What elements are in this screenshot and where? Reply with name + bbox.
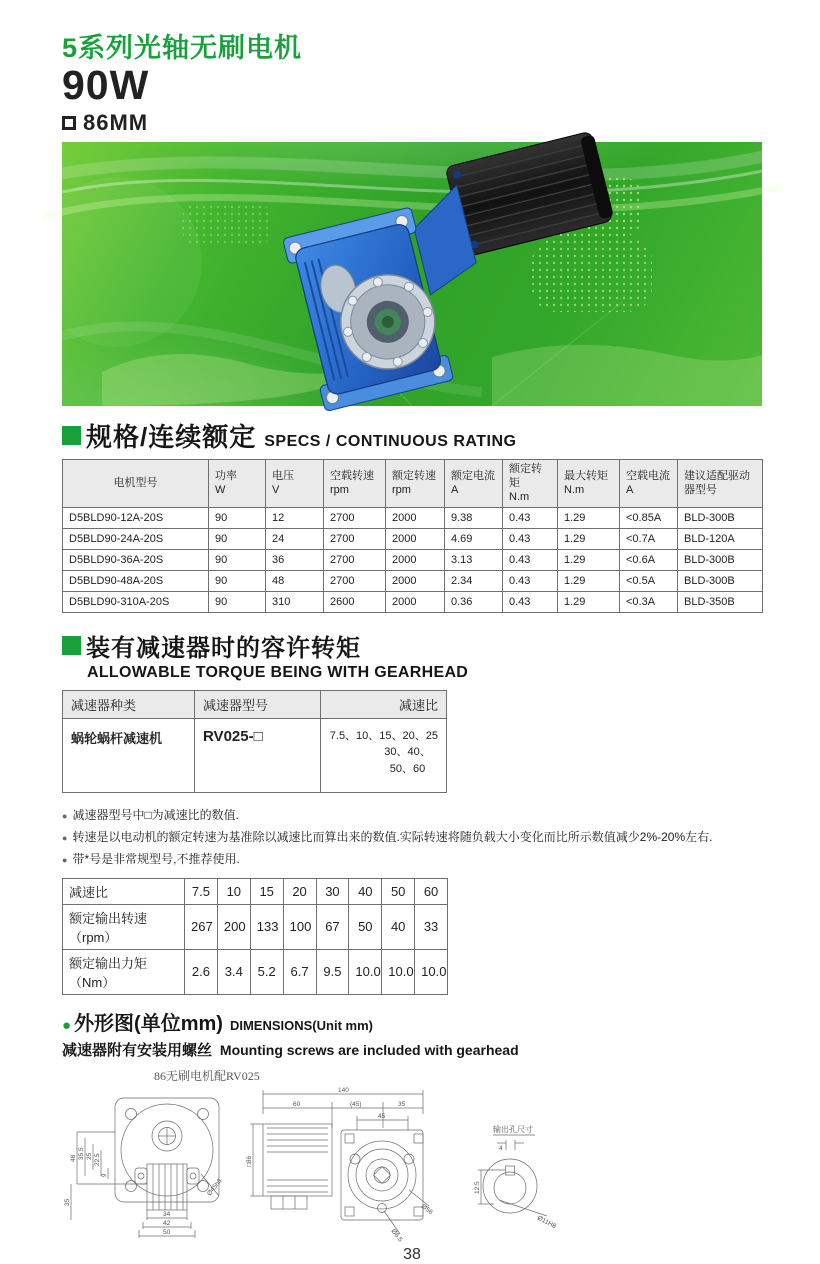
- dimensions-note-en: Mounting screws are included with gearhead: [219, 1041, 519, 1058]
- table-cell: BLD-120A: [678, 528, 763, 549]
- table-cell: <0.85A: [620, 507, 678, 528]
- series-title: 5系列光轴无刷电机: [62, 33, 303, 63]
- header-unit: rpm: [392, 484, 411, 497]
- header-unit: A: [626, 484, 634, 497]
- side-view-drawing: [240, 1084, 450, 1246]
- header-unit: V: [272, 484, 280, 497]
- header-label: 空载转速: [330, 469, 374, 482]
- dimensions-note: [62, 1039, 762, 1060]
- table-cell: 9.38: [445, 507, 503, 528]
- table-cell: 90: [209, 507, 266, 528]
- header-label: 最大转矩: [564, 469, 608, 482]
- section-gearhead-title: [62, 628, 762, 663]
- table-cell: 30: [316, 878, 349, 904]
- table-cell: 0.43: [503, 549, 558, 570]
- header-label: 电压: [272, 469, 294, 482]
- table-cell: 90: [209, 528, 266, 549]
- dim-label: 34: [163, 1210, 171, 1218]
- table-cell: 60: [415, 878, 448, 904]
- page-number: 38: [403, 1245, 421, 1263]
- table-cell: D5BLD90-48A-20S: [63, 570, 209, 591]
- green-dot-icon: ●: [62, 1016, 72, 1034]
- note-item: [62, 850, 762, 867]
- dim-label: 45: [378, 1112, 386, 1120]
- table-cell: 7.5: [185, 878, 218, 904]
- note-item: [62, 806, 762, 823]
- gearhead-table: [62, 690, 447, 793]
- table-cell: BLD-300B: [678, 507, 763, 528]
- header-unit: N.m: [509, 491, 530, 504]
- dimensions-title: [62, 1007, 762, 1036]
- dimensions-title-en: DIMENSIONS(Unit mm): [229, 1017, 373, 1033]
- header-unit: W: [215, 484, 226, 497]
- green-square-icon: [62, 636, 81, 655]
- table-cell: 50: [349, 904, 382, 949]
- dim-label: 12.5: [474, 1181, 481, 1194]
- table-row: [63, 718, 447, 792]
- dim-label: 42: [163, 1219, 171, 1227]
- column-header: [620, 459, 678, 507]
- table-row: [63, 549, 763, 570]
- table-cell: 10.0: [415, 949, 448, 994]
- header-label: 额定转矩: [509, 462, 542, 490]
- specs-title-cn: 规格/连续额定: [86, 421, 257, 452]
- table-cell: 40: [382, 904, 415, 949]
- header-label: 额定转速: [392, 469, 436, 482]
- section-specs-title: [62, 417, 762, 454]
- header-unit: N.m: [564, 484, 585, 497]
- note-text: 转速是以电动机的额定转速为基准除以减速比而算出来的数值.实际转速将随负载大小变化而比所示数值减少2%-20%左右.: [72, 829, 713, 844]
- table-cell: 40: [349, 878, 382, 904]
- output-hole-drawing: [450, 1120, 578, 1238]
- table-row: [63, 878, 448, 904]
- table-cell: 12: [266, 507, 324, 528]
- gearhead-title-en: ALLOWABLE TORQUE BEING WITH GEARHEAD: [87, 663, 469, 681]
- dim-label: Ø6.5: [389, 1227, 404, 1244]
- table-cell: BLD-300B: [678, 549, 763, 570]
- cad-drawings: [62, 1084, 762, 1246]
- table-cell: 2000: [386, 507, 445, 528]
- column-header: [445, 459, 503, 507]
- header-label: 空载电流: [626, 469, 670, 482]
- table-cell: 9.5: [316, 949, 349, 994]
- table-cell: <0.6A: [620, 549, 678, 570]
- row-label: 额定输出力矩（Nm）: [63, 949, 185, 994]
- dim-label: 35: [398, 1100, 406, 1108]
- table-row: [63, 570, 763, 591]
- dim-label: 22.5: [94, 1153, 101, 1166]
- dimensions-note-cn: 减速器附有安装用螺丝: [62, 1041, 213, 1059]
- table-cell: 48: [266, 570, 324, 591]
- table-cell: 2000: [386, 570, 445, 591]
- power-title: 90W: [62, 62, 150, 108]
- table-cell: 4.69: [445, 528, 503, 549]
- table-cell: 15: [250, 878, 283, 904]
- dim-label: □86: [246, 1155, 253, 1167]
- drawing-title: 输出孔尺寸: [493, 1124, 533, 1134]
- table-cell: 2700: [324, 528, 386, 549]
- table-cell: <0.5A: [620, 570, 678, 591]
- table-cell: <0.3A: [620, 591, 678, 612]
- note-item: [62, 828, 762, 845]
- table-row: [63, 949, 448, 994]
- bullet-dot-icon: ●: [62, 832, 68, 843]
- green-square-icon: [62, 426, 81, 445]
- table-cell: 100: [283, 904, 316, 949]
- table-cell: <0.7A: [620, 528, 678, 549]
- dim-label: 9: [102, 1173, 108, 1177]
- output-ratio-table: [62, 878, 448, 995]
- table-cell: 90: [209, 549, 266, 570]
- column-header: [503, 459, 558, 507]
- dim-label: 50: [163, 1228, 171, 1236]
- gearhead-type-cell: 蜗轮蜗杆减速机: [63, 718, 195, 792]
- table-cell: 5.2: [250, 949, 283, 994]
- dim-label: Ø56: [419, 1202, 434, 1216]
- row-label: 额定输出转速（rpm）: [63, 904, 185, 949]
- table-cell: 3.4: [217, 949, 250, 994]
- table-cell: 1.29: [558, 528, 620, 549]
- table-cell: 1.29: [558, 549, 620, 570]
- table-cell: BLD-350B: [678, 591, 763, 612]
- table-cell: 20: [283, 878, 316, 904]
- dim-label: 4: [499, 1144, 503, 1152]
- table-cell: 0.36: [445, 591, 503, 612]
- frame-size: [62, 110, 762, 136]
- column-header: [209, 459, 266, 507]
- notes-list: [62, 806, 762, 867]
- table-cell: 6.7: [283, 949, 316, 994]
- dim-label: 140: [338, 1086, 349, 1094]
- ratios-line1: 7.5、10、15、20、25: [329, 729, 438, 742]
- specs-table: [62, 459, 763, 613]
- header-label: 额定电流: [451, 469, 495, 482]
- product-photo: [62, 142, 762, 406]
- table-cell: 67: [316, 904, 349, 949]
- gearhead-header-row: [63, 690, 447, 718]
- table-cell: 0.43: [503, 591, 558, 612]
- dim-label: Ø11H8: [536, 1214, 558, 1230]
- table-cell: 2600: [324, 591, 386, 612]
- dim-label: Ø45h8: [206, 1177, 224, 1197]
- column-header: 减速器种类: [63, 690, 195, 718]
- table-cell: 310: [266, 591, 324, 612]
- frame-size-label: 86MM: [83, 109, 149, 135]
- table-cell: 2700: [324, 570, 386, 591]
- table-cell: 2000: [386, 591, 445, 612]
- column-header: [386, 459, 445, 507]
- table-cell: D5BLD90-12A-20S: [63, 507, 209, 528]
- drawing-caption: 86无刷电机配RV025: [154, 1068, 260, 1083]
- gearhead-model-cell: RV025-□: [195, 718, 321, 792]
- front-view-drawing: [62, 1084, 240, 1242]
- spec-header-row: [63, 459, 763, 507]
- dim-label: 25: [86, 1152, 93, 1160]
- gearhead-ratios-cell: [321, 718, 447, 792]
- table-cell: 200: [217, 904, 250, 949]
- table-cell: 267: [185, 904, 218, 949]
- header-unit: A: [451, 484, 459, 497]
- table-cell: 90: [209, 570, 266, 591]
- table-cell: 24: [266, 528, 324, 549]
- header-unit: rpm: [330, 484, 349, 497]
- table-row: [63, 904, 448, 949]
- table-cell: D5BLD90-36A-20S: [63, 549, 209, 570]
- dim-label: 48: [70, 1154, 77, 1162]
- table-cell: 10: [217, 878, 250, 904]
- column-header: [678, 459, 763, 507]
- bullet-dot-icon: ●: [62, 810, 68, 821]
- page-header: [62, 0, 762, 136]
- table-cell: 3.13: [445, 549, 503, 570]
- table-cell: 36: [266, 549, 324, 570]
- table-cell: 1.29: [558, 570, 620, 591]
- note-text: 减速器型号中□为减速比的数值.: [72, 807, 240, 822]
- table-row: [63, 507, 763, 528]
- row-label: 减速比: [63, 878, 185, 904]
- table-cell: 0.43: [503, 570, 558, 591]
- square-frame-icon: [62, 116, 76, 130]
- table-cell: 10.0: [382, 949, 415, 994]
- table-cell: BLD-300B: [678, 570, 763, 591]
- table-cell: 2.34: [445, 570, 503, 591]
- table-cell: 50: [382, 878, 415, 904]
- table-cell: D5BLD90-24A-20S: [63, 528, 209, 549]
- ratios-line2: 30、40、50、60: [384, 746, 431, 775]
- bullet-dot-icon: ●: [62, 854, 68, 865]
- table-cell: 0.43: [503, 528, 558, 549]
- column-header: 减速器型号: [195, 690, 321, 718]
- table-cell: 2000: [386, 549, 445, 570]
- column-header: [324, 459, 386, 507]
- note-text: 带*号是非常规型号,不推荐使用.: [72, 851, 240, 866]
- dim-label: (45): [350, 1100, 362, 1108]
- table-row: [63, 591, 763, 612]
- dim-label: 35: [64, 1198, 71, 1206]
- gearhead-title-cn: 装有减速器时的容许转矩: [86, 634, 361, 662]
- specs-title-en: SPECS / CONTINUOUS RATING: [264, 432, 517, 450]
- table-cell: 2700: [324, 507, 386, 528]
- table-cell: 0.43: [503, 507, 558, 528]
- table-cell: 1.29: [558, 591, 620, 612]
- table-cell: 2700: [324, 549, 386, 570]
- table-row: [63, 528, 763, 549]
- dim-label: 35.5: [78, 1147, 85, 1160]
- table-cell: 10.0: [349, 949, 382, 994]
- column-header: [266, 459, 324, 507]
- dim-label: 60: [293, 1100, 301, 1108]
- table-cell: D5BLD90-310A-20S: [63, 591, 209, 612]
- dimensions-title-cn: 外形图(单位mm): [74, 1012, 223, 1035]
- header-label: 建议适配驱动器型号: [684, 469, 750, 497]
- table-cell: 90: [209, 591, 266, 612]
- column-header: [63, 459, 209, 507]
- table-cell: 2.6: [185, 949, 218, 994]
- header-label: 功率: [215, 469, 237, 482]
- table-cell: 133: [250, 904, 283, 949]
- header-label: 电机型号: [113, 477, 158, 490]
- table-cell: 1.29: [558, 507, 620, 528]
- product-banner: [62, 142, 762, 406]
- column-header: 减速比: [321, 690, 447, 718]
- column-header: [558, 459, 620, 507]
- table-cell: 2000: [386, 528, 445, 549]
- table-cell: 33: [415, 904, 448, 949]
